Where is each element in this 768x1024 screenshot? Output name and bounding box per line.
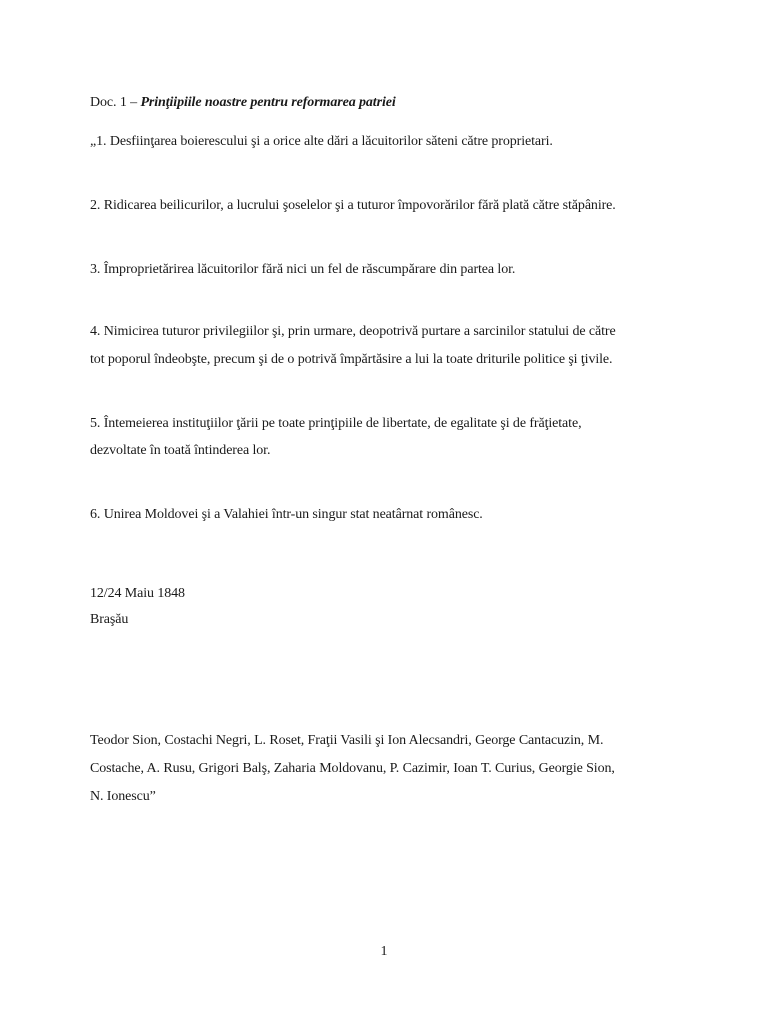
point-4-line-2: tot poporul îndeobşte, precum şi de o potrivă împărtăsire a lui la toate driturile politice şi ţivile. [90,352,613,367]
page-number: 1 [380,944,388,959]
document-date: 12/24 Maiu 1848 [90,586,185,601]
document-heading: Prinţiipiile noastre pentru reformarea patriei [140,95,396,110]
signatories-line-3: N. Ionescu” [90,789,156,804]
document-label: Doc. 1 [90,95,127,110]
point-5-line-1: 5. Întemeierea instituţiilor ţării pe toate prinţipiile de libertate, de egalitate şi de frăţietate, [90,416,582,431]
document-place: Braşău [90,612,129,627]
point-3: 3. Împroprietărirea lăcuitorilor fără nici un fel de răscumpărare din partea lor. [90,262,516,277]
document-title [90,94,396,112]
point-1: „1. Desfiinţarea boierescului şi a orice alte dări a lăcuitorilor săteni către proprietari. [90,134,553,149]
signatories-line-2: Costache, A. Rusu, Grigori Balş, Zaharia Moldovanu, P. Cazimir, Ioan T. Curius, Georgie Sion, [90,761,615,776]
title-dash: – [126,95,141,110]
point-5-line-2: dezvoltate în toată întinderea lor. [90,443,271,458]
point-2: 2. Ridicarea beilicurilor, a lucrului şoselelor şi a tuturor împovorărilor fără plată către stăpânire. [90,198,616,213]
signatories-line-1: Teodor Sion, Costachi Negri, L. Roset, Fraţii Vasili şi Ion Alecsandri, George Cantacuzin, M. [90,733,604,748]
point-6: 6. Unirea Moldovei şi a Valahiei într-un singur stat neatârnat românesc. [90,507,483,522]
point-4-line-1: 4. Nimicirea tuturor privilegiilor şi, prin urmare, deopotrivă purtare a sarcinilor statului de către [90,324,616,339]
